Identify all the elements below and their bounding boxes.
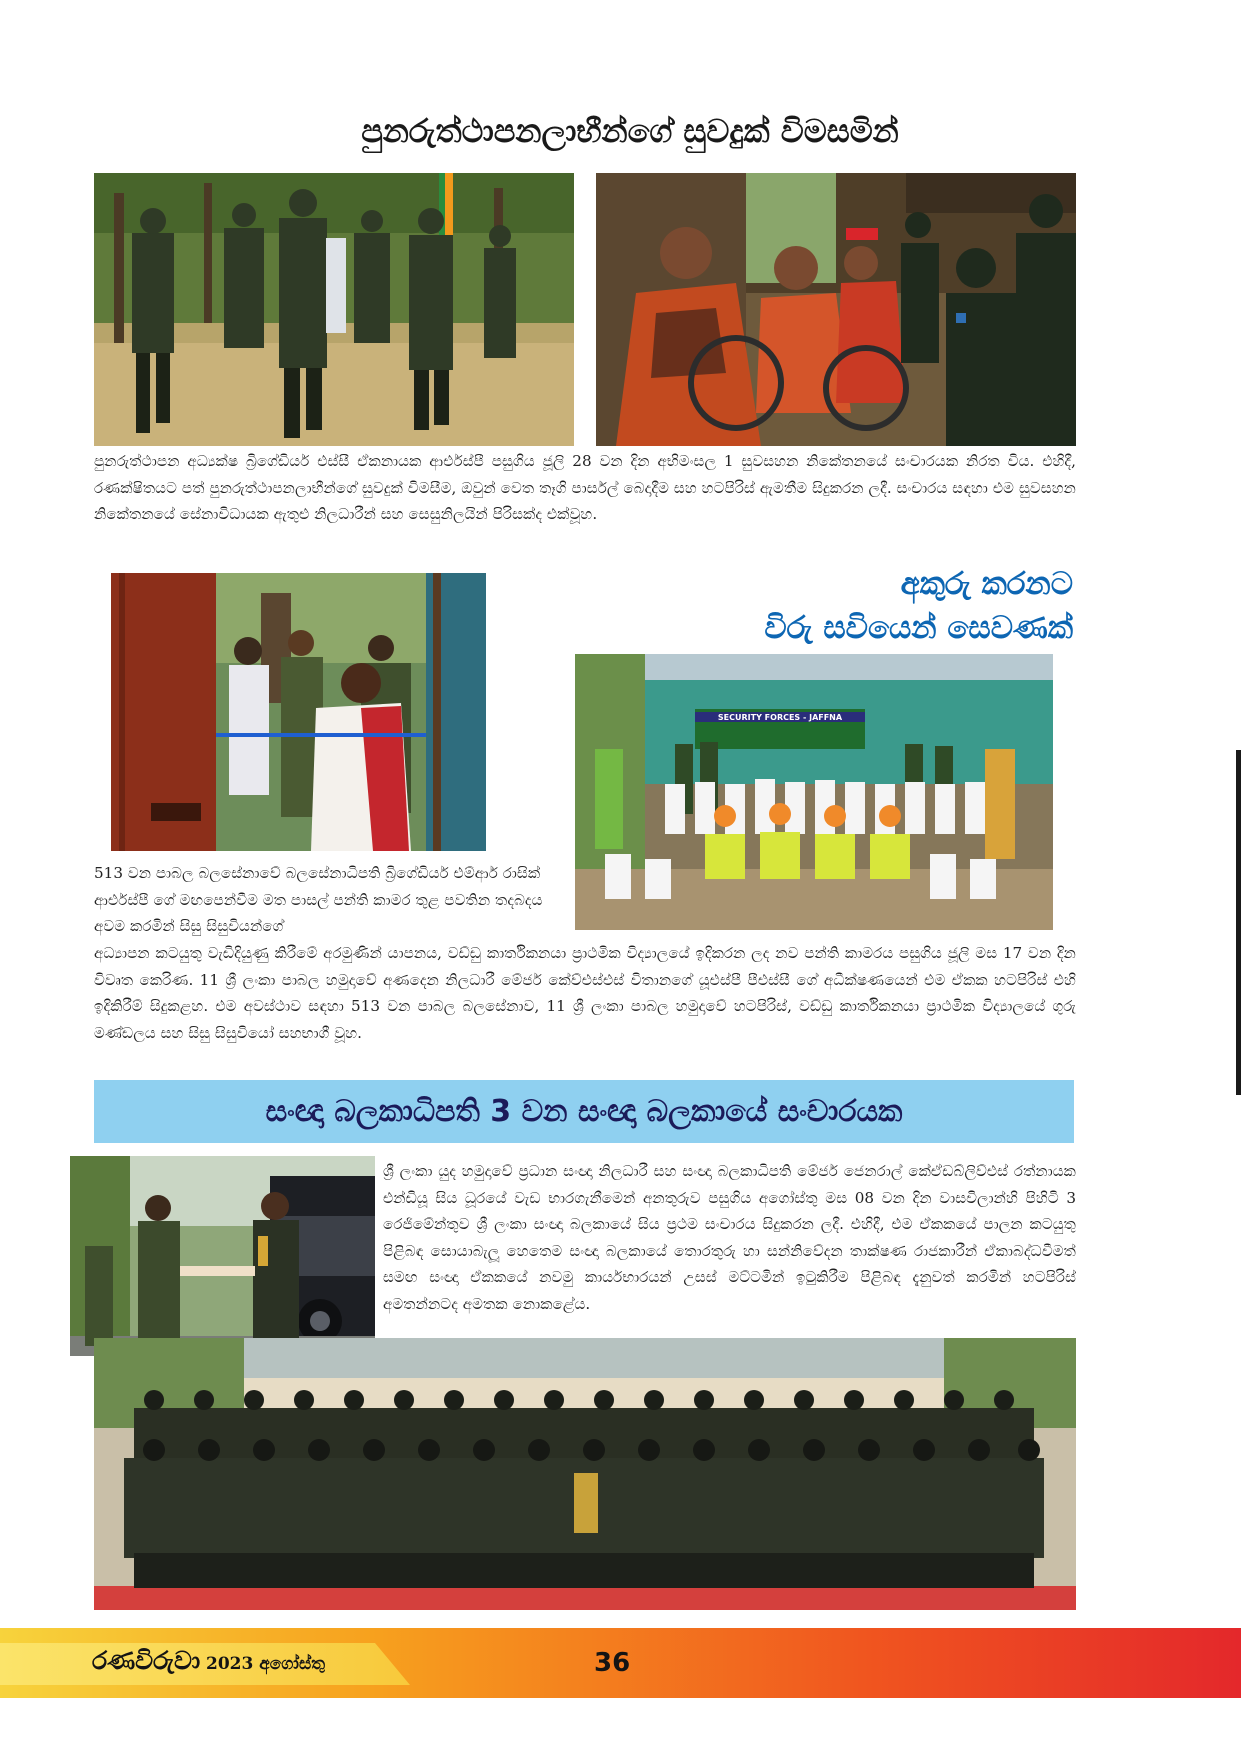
photo-handshake (70, 1156, 375, 1356)
article1-body: පුනරුත්ථාපන අධ්‍යක්ෂ බ්‍රිගේඩියර් එස්සී ඒකනායක ආර්එස්පී පසුගිය ජූලි 28 වන දින අභිමංසල 1 සුවසහන නිකේතනයේ සංචාරයක නිරත විය. එහිදී, රණක්ෂිතයට පත් පුනරුත්ථාපනලාභීන්ගේ සුවදුක් විමසීම, ඔවුන් වෙත තෑගි පාර්සල් බෙදාදීම සහ හටපිරිස් ඇමතීම සිදුකරන ලදී. සංචාරය සඳහා එම සුවසහන නිකේතනයේ සේනාවිධායක ඇතුළු නිලධාරීන් සහ සෙසුනිලයින් පිරිසක්ද එක්වූහ. (94, 452, 1076, 523)
article2-body-part2: අධ්‍යාපන කටයුතු වැඩිදියුණු කිරීමේ අරමුණින් යාපනය, වඩ්ඩු කාර්තිකනයා ප්‍රාථමික විද්‍යාලයේ ඉදිකරන ලද නව පන්ති කාමරය පසුගිය ජූලි මස 17 වන දින විවෘත කෙරිණ. 11 ශ්‍රී ලංකා පාබල හමුදාවේ අණදෙන නිලධාරී මේජර් කේව්එස්එස් විතානගේ යූඑස්පී පීඑස්සී ගේ අධීක්ෂණයෙන් එම ඒකක හටපිරිස් එහි ඉදිකිරීම් සිදුකළහ. එම අවස්ථාව සඳහා 513 වන පාබල බලසේනාව, 11 ශ්‍රී ලංකා පාබල හමුදාවේ හටපිරිස්, වඩ්ඩු කාර්තිකනයා ප්‍රාථමික විද්‍යාලයේ ගුරු මණ්ඩලය සහ සිසු සිසුවියෝ සහභාගී වූහ. (94, 944, 1076, 1042)
article2-title-line2: විරු සවියෙන් සෙවණක් (764, 610, 1073, 646)
page-number: 36 (594, 1648, 631, 1678)
photo-group-officers (94, 1338, 1076, 1610)
page-edge-marker (1236, 750, 1241, 1095)
photo-ribbon-cutting (111, 573, 486, 851)
magazine-brand: රණවිරුවා (92, 1646, 201, 1675)
article3-title: සංඥා බලකාධිපති 3 වන සංඥා බලකායේ සංචාරයක (265, 1094, 903, 1129)
photo-officers-walking (94, 173, 574, 446)
footer-tab (0, 1643, 410, 1685)
article2-title-line1: අකුරු කරනට (900, 566, 1073, 602)
classroom-banner-text: SECURITY FORCES - JAFFNA (717, 713, 843, 722)
article2-title (764, 562, 1073, 650)
photo-visit-beneficiaries (596, 173, 1076, 446)
issue-date: 2023 අගෝස්තු (206, 1654, 326, 1674)
article1-title: පුනරුත්ථාපනලාභීන්ගේ සුවදුක් විමසමින් (361, 112, 899, 150)
article3-title-banner (94, 1080, 1074, 1143)
article3-body: ශ්‍රී ලංකා යුද හමුදාවේ ප්‍රධාන සංඥා නිලධාරී සහ සංඥා බලකාධිපති මේජර් ජෙනරාල් කේඒඩබ්ලිව්එස් රත්නායක එන්ඩියූ සිය ධූරයේ වැඩ භාරගැනීමෙන් අනතුරුව පසුගිය අගෝස්තු මස 08 වන දින වාසවිලාන්හි පිහිටි 3 රෙජිමේන්තුව ශ්‍රී ලංකා සංඥා බලකායේ සිය ප්‍රථම සංචාරය සිදුකරන ලදී. එහිදී, එම ඒකකයේ පාලන කටයුතු පිළිබඳ සොයාබැලූ හෙතෙම සංඥා බලකායේ තොරතුරු හා සන්නිවේදන තාක්ෂණ රාජකාරීන් ඒකාබද්ධවීමත් සමඟ සංඥා ඒකකයේ නවමු කාර්යභාරයන් උසස් මට්ටමින් ඉටුකිරීම පිළිබඳ දැනුවත් කරමින් හටපිරිස් අමතන්නටද අමතක නොකළේය. (383, 1162, 1076, 1313)
photo-classroom-group (573, 652, 1055, 932)
article2-body-part1: 513 වන පාබල බලසේනාවේ බලසේනාධිපති බ්‍රිගේඩියර් එම්ආර් රාසික් ආර්එස්පී ගේ මඟපෙන්වීම මත පාසල් පන්ති කාමර තුළ පවතින තදබදය අවම කරමින් සිසු සිසුවියන්ගේ (94, 864, 543, 935)
